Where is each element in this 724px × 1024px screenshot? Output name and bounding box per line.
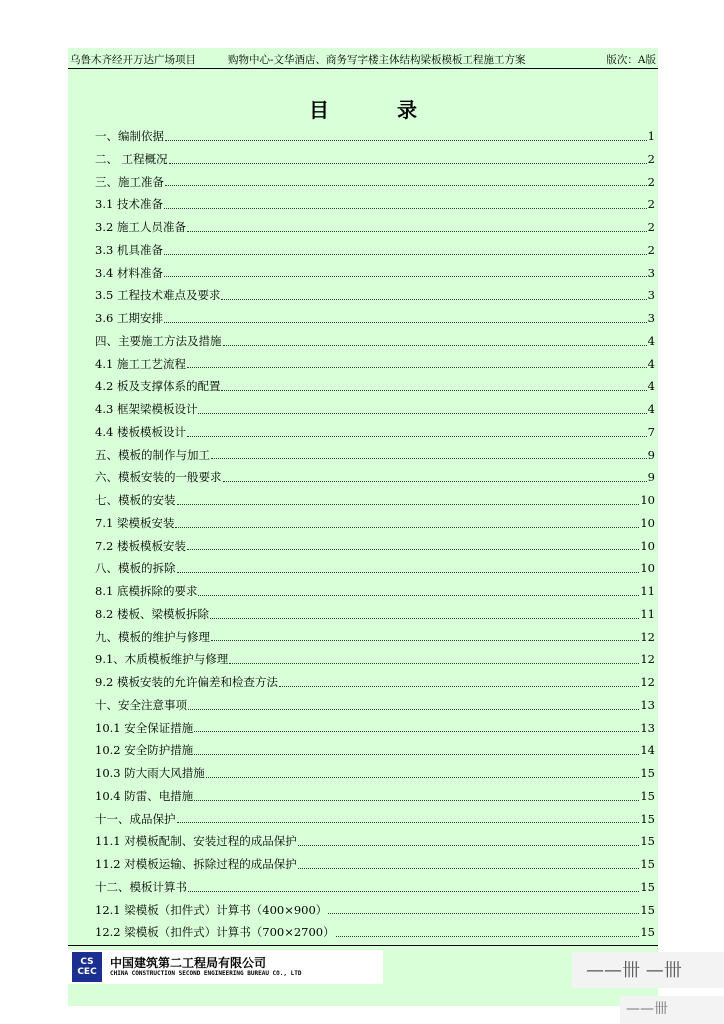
toc-entry-title: 10.2 安全防护措施 — [95, 743, 194, 758]
toc-entry-title: 10.4 防雷、电措施 — [95, 788, 194, 803]
toc-entry-page: 2 — [647, 220, 655, 234]
toc-leader-dots — [198, 413, 646, 414]
toc-entry-page: 15 — [640, 902, 655, 917]
toc-entry[interactable] — [95, 354, 655, 377]
toc-leader-dots — [210, 618, 639, 619]
toc-entry[interactable] — [95, 194, 655, 217]
toc-leader-dots — [198, 595, 639, 596]
toc-entry-page: 10 — [640, 515, 655, 530]
toc-entry[interactable] — [95, 877, 655, 900]
toc-entry-title: 9.2 模板安装的允许偏差和检查方法 — [95, 675, 278, 689]
toc-leader-dots — [177, 822, 640, 823]
toc-entry-page: 4 — [647, 402, 655, 416]
toc-entry[interactable] — [95, 604, 655, 627]
toc-entry-title: 8.1 底模拆除的要求 — [95, 584, 198, 598]
company-name-cn: 中国建筑第二工程局有限公司 — [110, 956, 267, 970]
toc-entry-title: 九、模板的维护与修理 — [95, 629, 210, 644]
toc-entry-page: 15 — [640, 925, 655, 940]
toc-entry-title: 一、编制依据 — [95, 129, 164, 143]
toc-entry-title: 10.3 防大雨大风措施 — [95, 766, 205, 780]
toc-entry-page: 9 — [647, 470, 655, 485]
corner-mark-bottom — [620, 996, 724, 1024]
toc-entry-title: 11.1 对模板配制、安装过程的成品保护 — [95, 834, 297, 849]
toc-leader-dots — [206, 777, 640, 778]
toc-leader-dots — [187, 436, 647, 437]
toc-entry-page: 10 — [640, 538, 655, 553]
toc-leader-dots — [169, 163, 647, 164]
toc-leader-dots — [177, 572, 640, 573]
toc-entry-title: 3.1 技术准备 — [95, 197, 163, 212]
toc-entry-page: 15 — [640, 811, 655, 826]
toc-entry[interactable] — [95, 831, 655, 854]
toc-leader-dots — [328, 913, 639, 914]
toc-entry[interactable] — [95, 376, 655, 399]
corner-mark-text: ——卌 —卌 — [586, 960, 682, 981]
toc-entry-page: 15 — [640, 857, 655, 871]
toc-leader-dots — [221, 390, 646, 391]
toc-leader-dots — [164, 208, 647, 209]
toc-entry-title: 3.4 材料准备 — [95, 265, 163, 280]
toc-entry-title: 9.1、木质模板维护与修理 — [95, 652, 229, 667]
toc-leader-dots — [279, 686, 639, 687]
toc-leader-dots — [336, 936, 640, 937]
toc-entry-title: 八、模板的拆除 — [95, 561, 176, 576]
toc-entry-title: 四、主要施工方法及措施 — [95, 333, 222, 348]
toc-title: 目录 — [309, 98, 485, 122]
toc-leader-dots — [223, 481, 647, 482]
toc-entry-title: 8.2 楼板、梁模板拆除 — [95, 606, 209, 621]
toc-leader-dots — [211, 640, 639, 641]
toc-entry[interactable] — [95, 513, 655, 536]
toc-entry[interactable] — [95, 649, 655, 672]
toc-entry[interactable] — [95, 695, 655, 718]
toc-entry-title: 3.6 工期安排 — [95, 311, 163, 325]
toc-entry[interactable] — [95, 854, 655, 877]
toc-entry[interactable] — [95, 126, 655, 149]
toc-entry-page: 14 — [640, 743, 655, 758]
toc-leader-dots — [229, 663, 639, 664]
toc-entry-page: 12 — [640, 629, 655, 644]
toc-entry-page: 13 — [640, 720, 655, 735]
toc-leader-dots — [187, 549, 639, 550]
toc-entry-page: 13 — [640, 697, 655, 712]
toc-leader-dots — [177, 504, 640, 505]
toc-entry-title: 4.1 施工工艺流程 — [95, 356, 186, 371]
toc-entry-page: 15 — [640, 788, 655, 803]
toc-entry-title: 十二、模板计算书 — [95, 879, 187, 894]
company-logo: CS CEC — [72, 952, 102, 982]
toc-entry-page: 9 — [647, 447, 655, 462]
toc-entry-page: 11 — [640, 606, 655, 621]
toc-entry[interactable] — [95, 490, 655, 513]
toc-entry[interactable] — [95, 581, 655, 604]
toc-entry-title: 六、模板安装的一般要求 — [95, 470, 222, 485]
toc-leader-dots — [187, 231, 647, 232]
toc-leader-dots — [194, 731, 639, 732]
toc-leader-dots — [187, 367, 647, 368]
toc-entry-page: 2 — [647, 242, 655, 257]
toc-leader-dots — [188, 891, 639, 892]
toc-entry-page: 2 — [647, 151, 655, 166]
toc-entry-title: 七、模板的安装 — [95, 493, 176, 507]
toc-leader-dots — [188, 709, 639, 710]
page-footer — [68, 950, 383, 984]
toc-entry[interactable] — [95, 763, 655, 786]
toc-entry[interactable] — [95, 627, 655, 650]
toc-leader-dots — [194, 754, 639, 755]
toc-entry[interactable] — [95, 149, 655, 172]
toc-entry-page: 12 — [640, 675, 655, 689]
toc-entry-page: 4 — [647, 356, 655, 371]
toc-entry[interactable] — [95, 922, 655, 945]
toc-entry[interactable] — [95, 240, 655, 263]
header-document-title: 购物中心-文华酒店、商务写字楼主体结构梁板模板工程施工方案 — [228, 54, 526, 66]
toc-leader-dots — [194, 800, 639, 801]
toc-entry[interactable] — [95, 331, 655, 354]
toc-entry-page: 15 — [640, 879, 655, 894]
toc-entry-page: 3 — [647, 311, 655, 325]
toc-entry-title: 十、安全注意事项 — [95, 697, 187, 712]
toc-entry-page: 10 — [640, 561, 655, 576]
toc-leader-dots — [164, 254, 647, 255]
toc-entry-page: 12 — [640, 652, 655, 667]
toc-entry-title: 三、施工准备 — [95, 174, 164, 189]
toc-leader-dots — [165, 185, 647, 186]
toc-entry-title: 十一、成品保护 — [95, 811, 176, 826]
toc-entry-page: 4 — [647, 379, 655, 394]
toc-entry-page: 1 — [647, 129, 655, 143]
toc-entry-page: 4 — [647, 333, 655, 348]
toc-entry[interactable] — [95, 467, 655, 490]
toc-entry[interactable] — [95, 740, 655, 763]
toc-entry[interactable] — [95, 900, 655, 923]
toc-entry[interactable] — [95, 809, 655, 832]
page-header — [68, 48, 658, 69]
toc-entry[interactable] — [95, 672, 655, 695]
toc-entry[interactable] — [95, 558, 655, 581]
toc-entry-title: 4.4 楼板模板设计 — [95, 424, 186, 439]
toc-entry[interactable] — [95, 422, 655, 445]
toc-entry-page: 15 — [640, 766, 655, 780]
corner-mark-top — [572, 952, 724, 988]
toc-entry-title: 12.1 梁模板（扣件式）计算书（400×900） — [95, 902, 328, 917]
toc-entry-page: 3 — [647, 265, 655, 280]
toc-leader-dots — [164, 322, 647, 323]
toc-entry-title: 4.2 板及支撑体系的配置 — [95, 379, 221, 394]
toc-entry[interactable] — [95, 217, 655, 240]
toc-entry[interactable] — [95, 399, 655, 422]
toc-entry-page: 10 — [640, 493, 655, 507]
toc-leader-dots — [298, 845, 640, 846]
toc-entry[interactable] — [95, 263, 655, 286]
toc-entry[interactable] — [95, 172, 655, 195]
table-of-contents — [95, 126, 655, 945]
toc-entry-title: 12.2 梁模板（扣件式）计算书（700×2700） — [95, 925, 335, 940]
toc-leader-dots — [211, 458, 647, 459]
toc-entry-page: 3 — [647, 288, 655, 303]
toc-entry-title: 3.3 机具准备 — [95, 242, 163, 257]
toc-entry-title: 7.1 梁模板安装 — [95, 515, 175, 530]
toc-entry[interactable] — [95, 786, 655, 809]
toc-entry-page: 2 — [647, 174, 655, 189]
toc-entry[interactable] — [95, 536, 655, 559]
toc-entry-title: 3.2 施工人员准备 — [95, 220, 186, 234]
footer-divider — [68, 945, 658, 946]
toc-leader-dots — [298, 868, 640, 869]
toc-entry-page: 7 — [647, 424, 655, 439]
toc-entry-page: 2 — [647, 197, 655, 212]
toc-entry-title: 二、 工程概况 — [95, 151, 168, 166]
toc-entry[interactable] — [95, 308, 655, 331]
toc-leader-dots — [175, 527, 639, 528]
toc-entry-title: 3.5 工程技术难点及要求 — [95, 288, 221, 303]
toc-leader-dots — [165, 140, 647, 141]
header-project-name: 乌鲁木齐经开万达广场项目 — [70, 54, 196, 66]
toc-entry-title: 4.3 框架梁模板设计 — [95, 402, 198, 416]
toc-leader-dots — [164, 276, 647, 277]
toc-entry-title: 10.1 安全保证措施 — [95, 720, 194, 735]
toc-entry[interactable] — [95, 285, 655, 308]
toc-entry-title: 五、模板的制作与加工 — [95, 447, 210, 462]
toc-entry-title: 7.2 楼板模板安装 — [95, 538, 186, 553]
toc-entry-page: 15 — [640, 834, 655, 849]
header-version: 版次：A版 — [606, 54, 656, 66]
toc-leader-dots — [221, 299, 646, 300]
toc-entry-page: 11 — [640, 584, 655, 598]
toc-leader-dots — [223, 345, 647, 346]
company-name-en: CHINA CONSTRUCTION SECOND ENGINEERING BUREAU CO., LTD — [110, 970, 302, 977]
toc-entry[interactable] — [95, 718, 655, 741]
toc-entry[interactable] — [95, 445, 655, 468]
toc-entry-title: 11.2 对模板运输、拆除过程的成品保护 — [95, 857, 297, 871]
corner-mark-text: ——卌 — [626, 1001, 668, 1017]
